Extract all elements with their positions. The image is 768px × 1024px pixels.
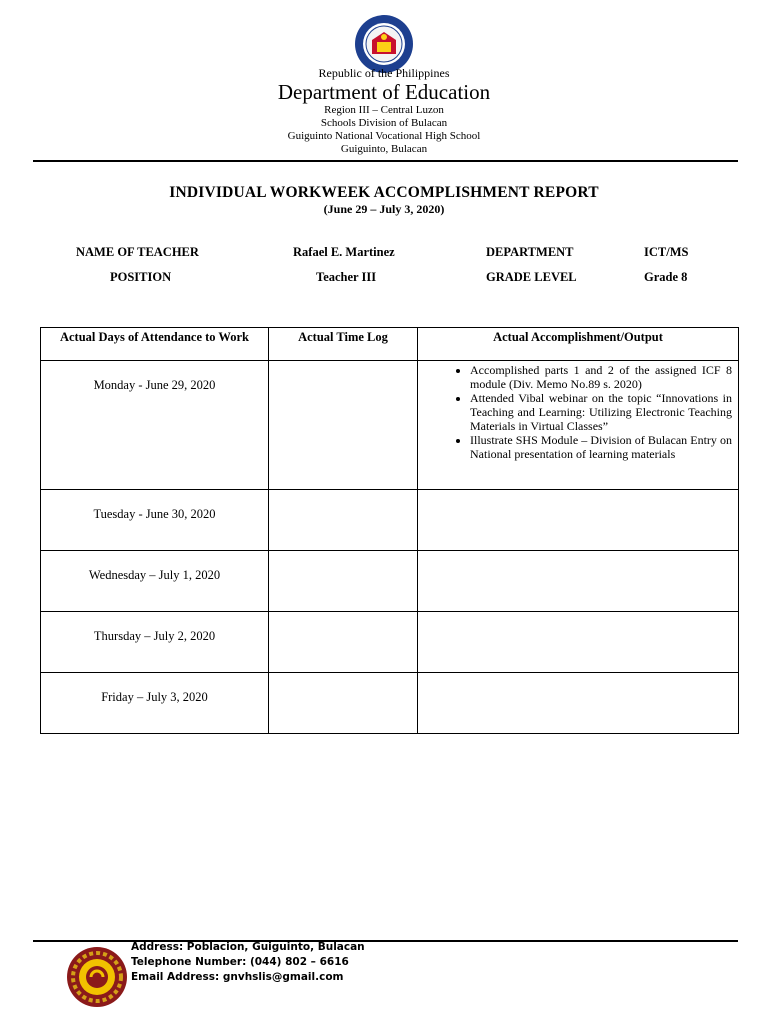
day-cell: Tuesday - June 30, 2020	[41, 490, 269, 551]
day-cell: Monday - June 29, 2020	[41, 361, 269, 490]
position-value: Teacher III	[316, 270, 377, 284]
accomplishment-cell	[418, 673, 739, 734]
town-line: Guiguinto, Bulacan	[340, 143, 428, 155]
accomplishment-header: Actual Accomplishment/Output	[418, 328, 739, 361]
division-line: Schools Division of Bulacan	[320, 117, 448, 129]
name-value: Rafael E. Martinez	[293, 245, 395, 259]
time-log-cell	[269, 361, 418, 490]
office-block	[0, 104, 768, 156]
table-row	[41, 612, 739, 673]
school-line: Guiguinto National Vocational High School	[287, 130, 481, 142]
time-log-cell	[269, 612, 418, 673]
time-log-cell	[269, 490, 418, 551]
table-row	[41, 551, 739, 612]
day-cell: Wednesday – July 1, 2020	[41, 551, 269, 612]
accomplishment-table	[40, 327, 739, 734]
accomplishment-cell	[418, 612, 739, 673]
time-log-cell	[269, 551, 418, 612]
region-line: Region III – Central Luzon	[324, 104, 444, 116]
list-item: • Illustrate SHS Module – Division of Bulacan Entry on National presentation of learning materials	[470, 433, 732, 461]
department-title: Department of Education	[277, 80, 491, 104]
name-label: NAME OF TEACHER	[76, 245, 199, 259]
day-cell: Thursday – July 2, 2020	[41, 612, 269, 673]
time-log-header: Actual Time Log	[269, 328, 418, 361]
table-row	[41, 673, 739, 734]
table-row	[41, 490, 739, 551]
time-log-cell	[269, 673, 418, 734]
accomplishment-cell	[418, 490, 739, 551]
deped-seal-icon	[350, 14, 418, 74]
accomplishment-cell	[418, 361, 739, 490]
contact-block	[131, 940, 365, 985]
header-divider	[33, 160, 738, 162]
table-header-row	[41, 328, 739, 361]
report-title: INDIVIDUAL WORKWEEK ACCOMPLISHMENT REPORT	[169, 184, 599, 201]
accomplishment-list	[446, 363, 732, 461]
department-label: DEPARTMENT	[486, 245, 574, 259]
telephone-line: Telephone Number: (044) 802 – 6616	[131, 956, 349, 968]
position-label: POSITION	[110, 270, 172, 284]
report-period: (June 29 – July 3, 2020)	[323, 202, 445, 216]
list-item: • Accomplished parts 1 and 2 of the assigned ICF 8 module (Div. Memo No.89 s. 2020)	[470, 363, 732, 391]
list-item: • Attended Vibal webinar on the topic “Innovations in Teaching and Learning: Utilizing Electronic Teaching Materials in Virtual Classes”	[470, 391, 732, 433]
department-value: ICT/MS	[644, 245, 689, 259]
address-line: Address: Poblacion, Guiguinto, Bulacan	[131, 941, 365, 953]
email-line: Email Address: gnvhslis@gmail.com	[131, 971, 344, 983]
accomplishment-cell	[418, 551, 739, 612]
day-cell: Friday – July 3, 2020	[41, 673, 269, 734]
school-logo-icon	[66, 946, 128, 1008]
grade-value: Grade 8	[644, 270, 688, 284]
days-header: Actual Days of Attendance to Work	[41, 328, 269, 361]
grade-label: GRADE LEVEL	[486, 270, 577, 284]
table-row	[41, 361, 739, 490]
republic-line: Republic of the Philippines	[318, 66, 450, 80]
